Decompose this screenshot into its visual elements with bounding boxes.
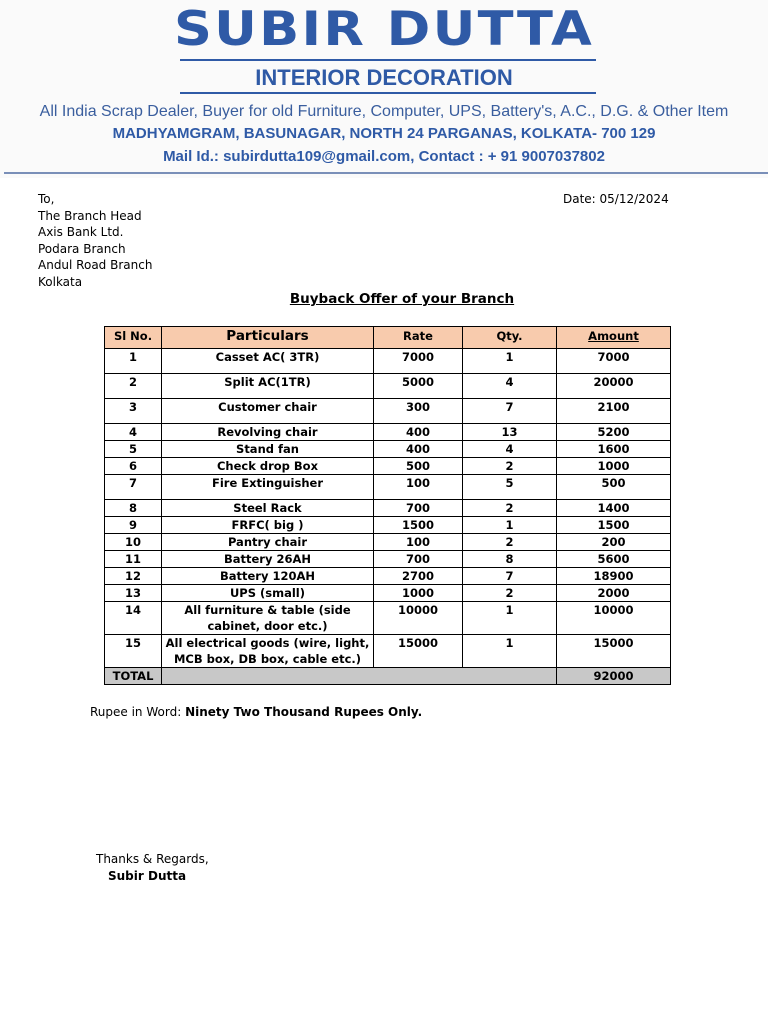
cell-amount: 500 [557,475,671,500]
cell-sl: 10 [105,534,162,551]
cell-particulars: Revolving chair [162,424,374,441]
cell-rate: 10000 [374,602,463,635]
cell-rate: 7000 [374,349,463,374]
cell-sl: 12 [105,568,162,585]
cell-particulars: Steel Rack [162,500,374,517]
cell-amount: 1400 [557,500,671,517]
cell-qty: 1 [463,635,557,668]
cell-qty: 4 [463,441,557,458]
buyback-table [104,326,671,685]
cell-particulars: Split AC(1TR) [162,374,374,399]
cell-rate: 700 [374,551,463,568]
letterhead-divider [4,172,768,174]
business-description: All India Scrap Dealer, Buyer for old Furniture, Computer, UPS, Battery's, A.C., D.G. & Other Item [39,103,729,120]
cell-amount: 20000 [557,374,671,399]
address-line: Andul Road Branch [38,258,153,272]
cell-particulars: All furniture & table (side cabinet, door etc.) [162,602,374,635]
letterhead-rule-middle [180,92,596,94]
total-label: TOTAL [105,668,162,685]
cell-rate: 700 [374,500,463,517]
cell-qty: 1 [463,349,557,374]
address-to: To, [38,192,55,206]
address-line: The Branch Head [38,208,142,223]
table-row [105,551,671,568]
table-row [105,349,671,374]
cell-rate: 400 [374,424,463,441]
cell-qty: 7 [463,399,557,424]
total-spacer [162,668,557,685]
letterhead [0,0,768,178]
table-row [105,441,671,458]
table-row [105,500,671,517]
signer-name: Subir Dutta [108,869,187,883]
table-row [105,635,671,668]
cell-qty: 2 [463,585,557,602]
total-amount: 92000 [557,668,671,685]
amount-in-words-value: Ninety Two Thousand Rupees Only. [185,705,423,719]
cell-particulars: Battery 26AH [162,551,374,568]
cell-sl: 1 [105,349,162,374]
letterhead-rule-top [180,59,596,61]
cell-particulars: Customer chair [162,399,374,424]
cell-amount: 1500 [557,517,671,534]
cell-rate: 300 [374,399,463,424]
document-title: Buyback Offer of your Branch [289,291,515,307]
cell-amount: 7000 [557,349,671,374]
cell-rate: 5000 [374,374,463,399]
cell-qty: 7 [463,568,557,585]
cell-amount: 1600 [557,441,671,458]
cell-amount: 10000 [557,602,671,635]
table-row [105,424,671,441]
cell-sl: 15 [105,635,162,668]
header-particulars: Particulars [162,327,374,349]
cell-sl: 11 [105,551,162,568]
closing-regards: Thanks & Regards, [96,852,209,866]
cell-sl: 8 [105,500,162,517]
cell-particulars: UPS (small) [162,585,374,602]
recipient-address [38,191,152,290]
cell-rate: 500 [374,458,463,475]
header-rate: Rate [374,327,463,349]
cell-amount: 2000 [557,585,671,602]
cell-sl: 2 [105,374,162,399]
address-line: Kolkata [38,274,83,289]
cell-amount: 15000 [557,635,671,668]
cell-particulars: All electrical goods (wire, light, MCB box, DB box, cable etc.) [162,635,374,668]
cell-amount: 5600 [557,551,671,568]
header-qty: Qty. [463,327,557,349]
cell-sl: 5 [105,441,162,458]
cell-sl: 14 [105,602,162,635]
cell-qty: 4 [463,374,557,399]
table-row [105,374,671,399]
table-row [105,534,671,551]
letter-date: Date: 05/12/2024 [563,192,669,206]
table-row [105,568,671,585]
cell-sl: 7 [105,475,162,500]
table-row [105,602,671,635]
cell-sl: 9 [105,517,162,534]
table-header-row [105,327,671,349]
cell-particulars: Battery 120AH [162,568,374,585]
table-row [105,585,671,602]
cell-sl: 3 [105,399,162,424]
amount-in-words [90,705,422,719]
cell-sl: 4 [105,424,162,441]
brand-name: SUBIR DUTTA [173,2,594,57]
cell-amount: 200 [557,534,671,551]
cell-qty: 8 [463,551,557,568]
table-row [105,399,671,424]
cell-particulars: Check drop Box [162,458,374,475]
cell-rate: 2700 [374,568,463,585]
cell-qty: 1 [463,517,557,534]
cell-rate: 1000 [374,585,463,602]
cell-qty: 13 [463,424,557,441]
cell-qty: 2 [463,500,557,517]
address-line: Axis Bank Ltd. [38,225,124,239]
cell-qty: 1 [463,602,557,635]
table-total-row [105,668,671,685]
cell-qty: 5 [463,475,557,500]
cell-amount: 2100 [557,399,671,424]
header-amount: Amount [557,327,671,349]
cell-rate: 15000 [374,635,463,668]
cell-particulars: Stand fan [162,441,374,458]
cell-particulars: Fire Extinguisher [162,475,374,500]
business-address: MADHYAMGRAM, BASUNAGAR, NORTH 24 PARGANAS, KOLKATA- 700 129 [112,125,656,142]
cell-particulars: Pantry chair [162,534,374,551]
cell-sl: 13 [105,585,162,602]
amount-in-words-label: Rupee in Word: [90,705,186,719]
brand-subtitle: INTERIOR DECORATION [255,65,513,90]
cell-rate: 100 [374,475,463,500]
cell-qty: 2 [463,534,557,551]
cell-amount: 1000 [557,458,671,475]
header-sl-no: Sl No. [105,327,162,349]
table-body [105,349,671,685]
table-row [105,517,671,534]
table-row [105,475,671,500]
business-contact: Mail Id.: subirdutta109@gmail.com, Contact : + 91 9007037802 [163,148,605,165]
cell-particulars: FRFC( big ) [162,517,374,534]
table-row [105,458,671,475]
cell-amount: 5200 [557,424,671,441]
cell-rate: 100 [374,534,463,551]
cell-sl: 6 [105,458,162,475]
cell-particulars: Casset AC( 3TR) [162,349,374,374]
cell-qty: 2 [463,458,557,475]
cell-rate: 1500 [374,517,463,534]
address-line: Podara Branch [38,241,126,256]
cell-amount: 18900 [557,568,671,585]
cell-rate: 400 [374,441,463,458]
